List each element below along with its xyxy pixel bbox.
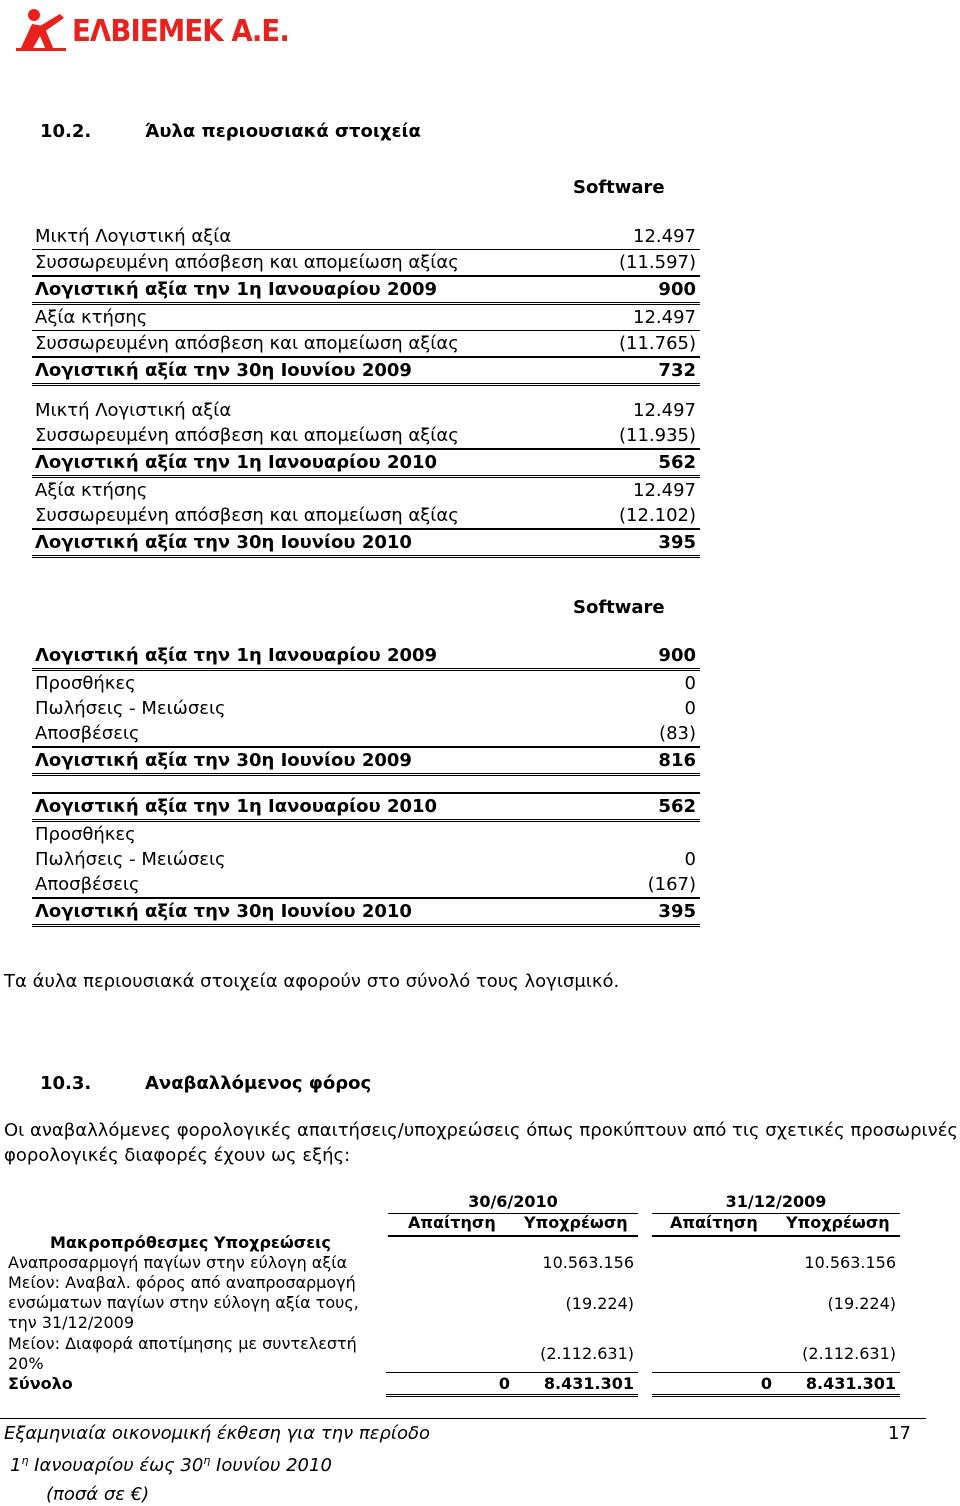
table-row: Αξία κτήσης 12.497 [32,305,700,331]
table-row: Λογιστική αξία την 30η Ιουνίου 2010 395 [32,530,700,558]
table-row: Μικτή Λογιστική αξία 12.497 [35,400,696,421]
table-row: Προσθήκες [35,824,136,845]
group-title: Μακροπρόθεσμες Υποχρεώσεις [50,1233,331,1252]
company-name: ΕΛΒΙΕΜΕΚ Α.Ε. [72,14,289,49]
total-claim-2010: 0 [498,1374,510,1393]
intangible-assets-table [32,224,700,386]
section-title: Άυλα περιουσιακά στοιχεία [145,121,421,142]
table-row: Προσθήκες 0 [35,673,696,694]
table-row: Λογιστική αξία την 1η Ιανουαρίου 2009 900 [32,277,700,305]
total-liability-2009: 8.431.301 [805,1374,896,1393]
table-row: Συσσωρευμένη απόσβεση και απομείωση αξίας (11.597) [32,250,700,277]
table-row: Αξία κτήσης 12.497 [35,480,696,501]
footer-report-title: Εξαμηνιαία οικονομική έκθεση για την περίοδο [4,1423,430,1444]
period-header-2009: 31/12/2009 [652,1191,900,1214]
col-liability-2009: Υποχρέωση [786,1213,890,1232]
table-row: Συσσωρευμένη απόσβεση και απομείωση αξίας (11.765) [32,331,700,358]
row-value: 10.563.156 [542,1253,634,1272]
col-liability-2010: Υποχρέωση [524,1213,628,1232]
row-value: (2.112.631) [540,1344,634,1363]
table-row: Πωλήσεις - Μειώσεις 0 [35,698,696,719]
col-claim-2010: Απαίτηση [408,1213,496,1232]
row-value: (19.224) [565,1294,634,1313]
row-value: (19.224) [827,1294,896,1313]
row-value: 10.563.156 [804,1253,896,1272]
table-row: Λογιστική αξία την 1η Ιανουαρίου 2010 562 [32,450,700,478]
footer-period: $1^\eta$ Ιανουαρίου έως $30^\eta$ Ιουνίου 2010 [10,1454,332,1476]
table-row: Συσσωρευμένη απόσβεση και απομείωση αξίας (12.102) [32,503,700,530]
column-header-software-2: Software [573,597,665,618]
row-label: Μείον: Διαφορά αποτίμησης με συντελεστή 20% [8,1334,357,1373]
table-row: Πωλήσεις - Μειώσεις 0 [35,849,696,870]
movements-table-2010 [32,792,700,927]
period-header-2010: 30/6/2010 [388,1191,638,1214]
table-row: Λογιστική αξία την 1η Ιανουαρίου 2010 562 [32,794,700,822]
table-row: Αποσβέσεις (83) [32,721,700,748]
total-label: Σύνολο [8,1374,73,1393]
section-title-2: Αναβαλλόμενος φόρος [145,1073,372,1094]
deferred-tax-paragraph: Οι αναβαλλόμενες φορολογικές απαιτήσεις/υποχρεώσεις όπως προκύπτουν από τις σχετικές προσωρινές φορολογικές διαφορές έχουν ως εξής: [4,1120,958,1166]
footer-currency: (ποσά σε €) [46,1484,150,1505]
row-value: (2.112.631) [802,1344,896,1363]
divider [386,1372,638,1373]
page-number: 17 [888,1423,911,1444]
section-number: 10.2. [40,121,92,142]
table-row: Αποσβέσεις (167) [32,872,700,899]
column-header-software: Software [573,177,665,198]
col-claim-2009: Απαίτηση [670,1213,758,1232]
row-label: Μείον: Αναβαλ. φόρος από αναπροσαρμογή ενσώματων παγίων στην εύλογη αξία τους, την 31/12/2009 [8,1273,359,1332]
table-row: Λογιστική αξία την 1η Ιανουαρίου 2009 900 [32,643,700,671]
table-row: Λογιστική αξία την 30η Ιουνίου 2009 816 [32,748,700,776]
section-number-2: 10.3. [40,1073,92,1094]
table-row: Συσσωρευμένη απόσβεση και απομείωση αξίας (11.935) [32,423,700,450]
movements-table-2009 [32,643,700,776]
worker-logo-icon [14,6,74,52]
footer-divider [0,1418,926,1419]
table-row: Λογιστική αξία την 30η Ιουνίου 2009 732 [32,358,700,386]
intangibles-note: Τα άυλα περιουσιακά στοιχεία αφορούν στο σύνολό τους λογισμικό. [4,971,620,992]
total-liability-2010: 8.431.301 [543,1374,634,1393]
intangible-assets-table-2010 [32,398,700,558]
divider [652,1372,900,1373]
table-row: Λογιστική αξία την 30η Ιουνίου 2010 395 [32,899,700,927]
total-claim-2009: 0 [760,1374,772,1393]
table-row: Μικτή Λογιστική αξία 12.497 [32,224,700,250]
row-label: Αναπροσαρμογή παγίων στην εύλογη αξία [8,1253,348,1272]
